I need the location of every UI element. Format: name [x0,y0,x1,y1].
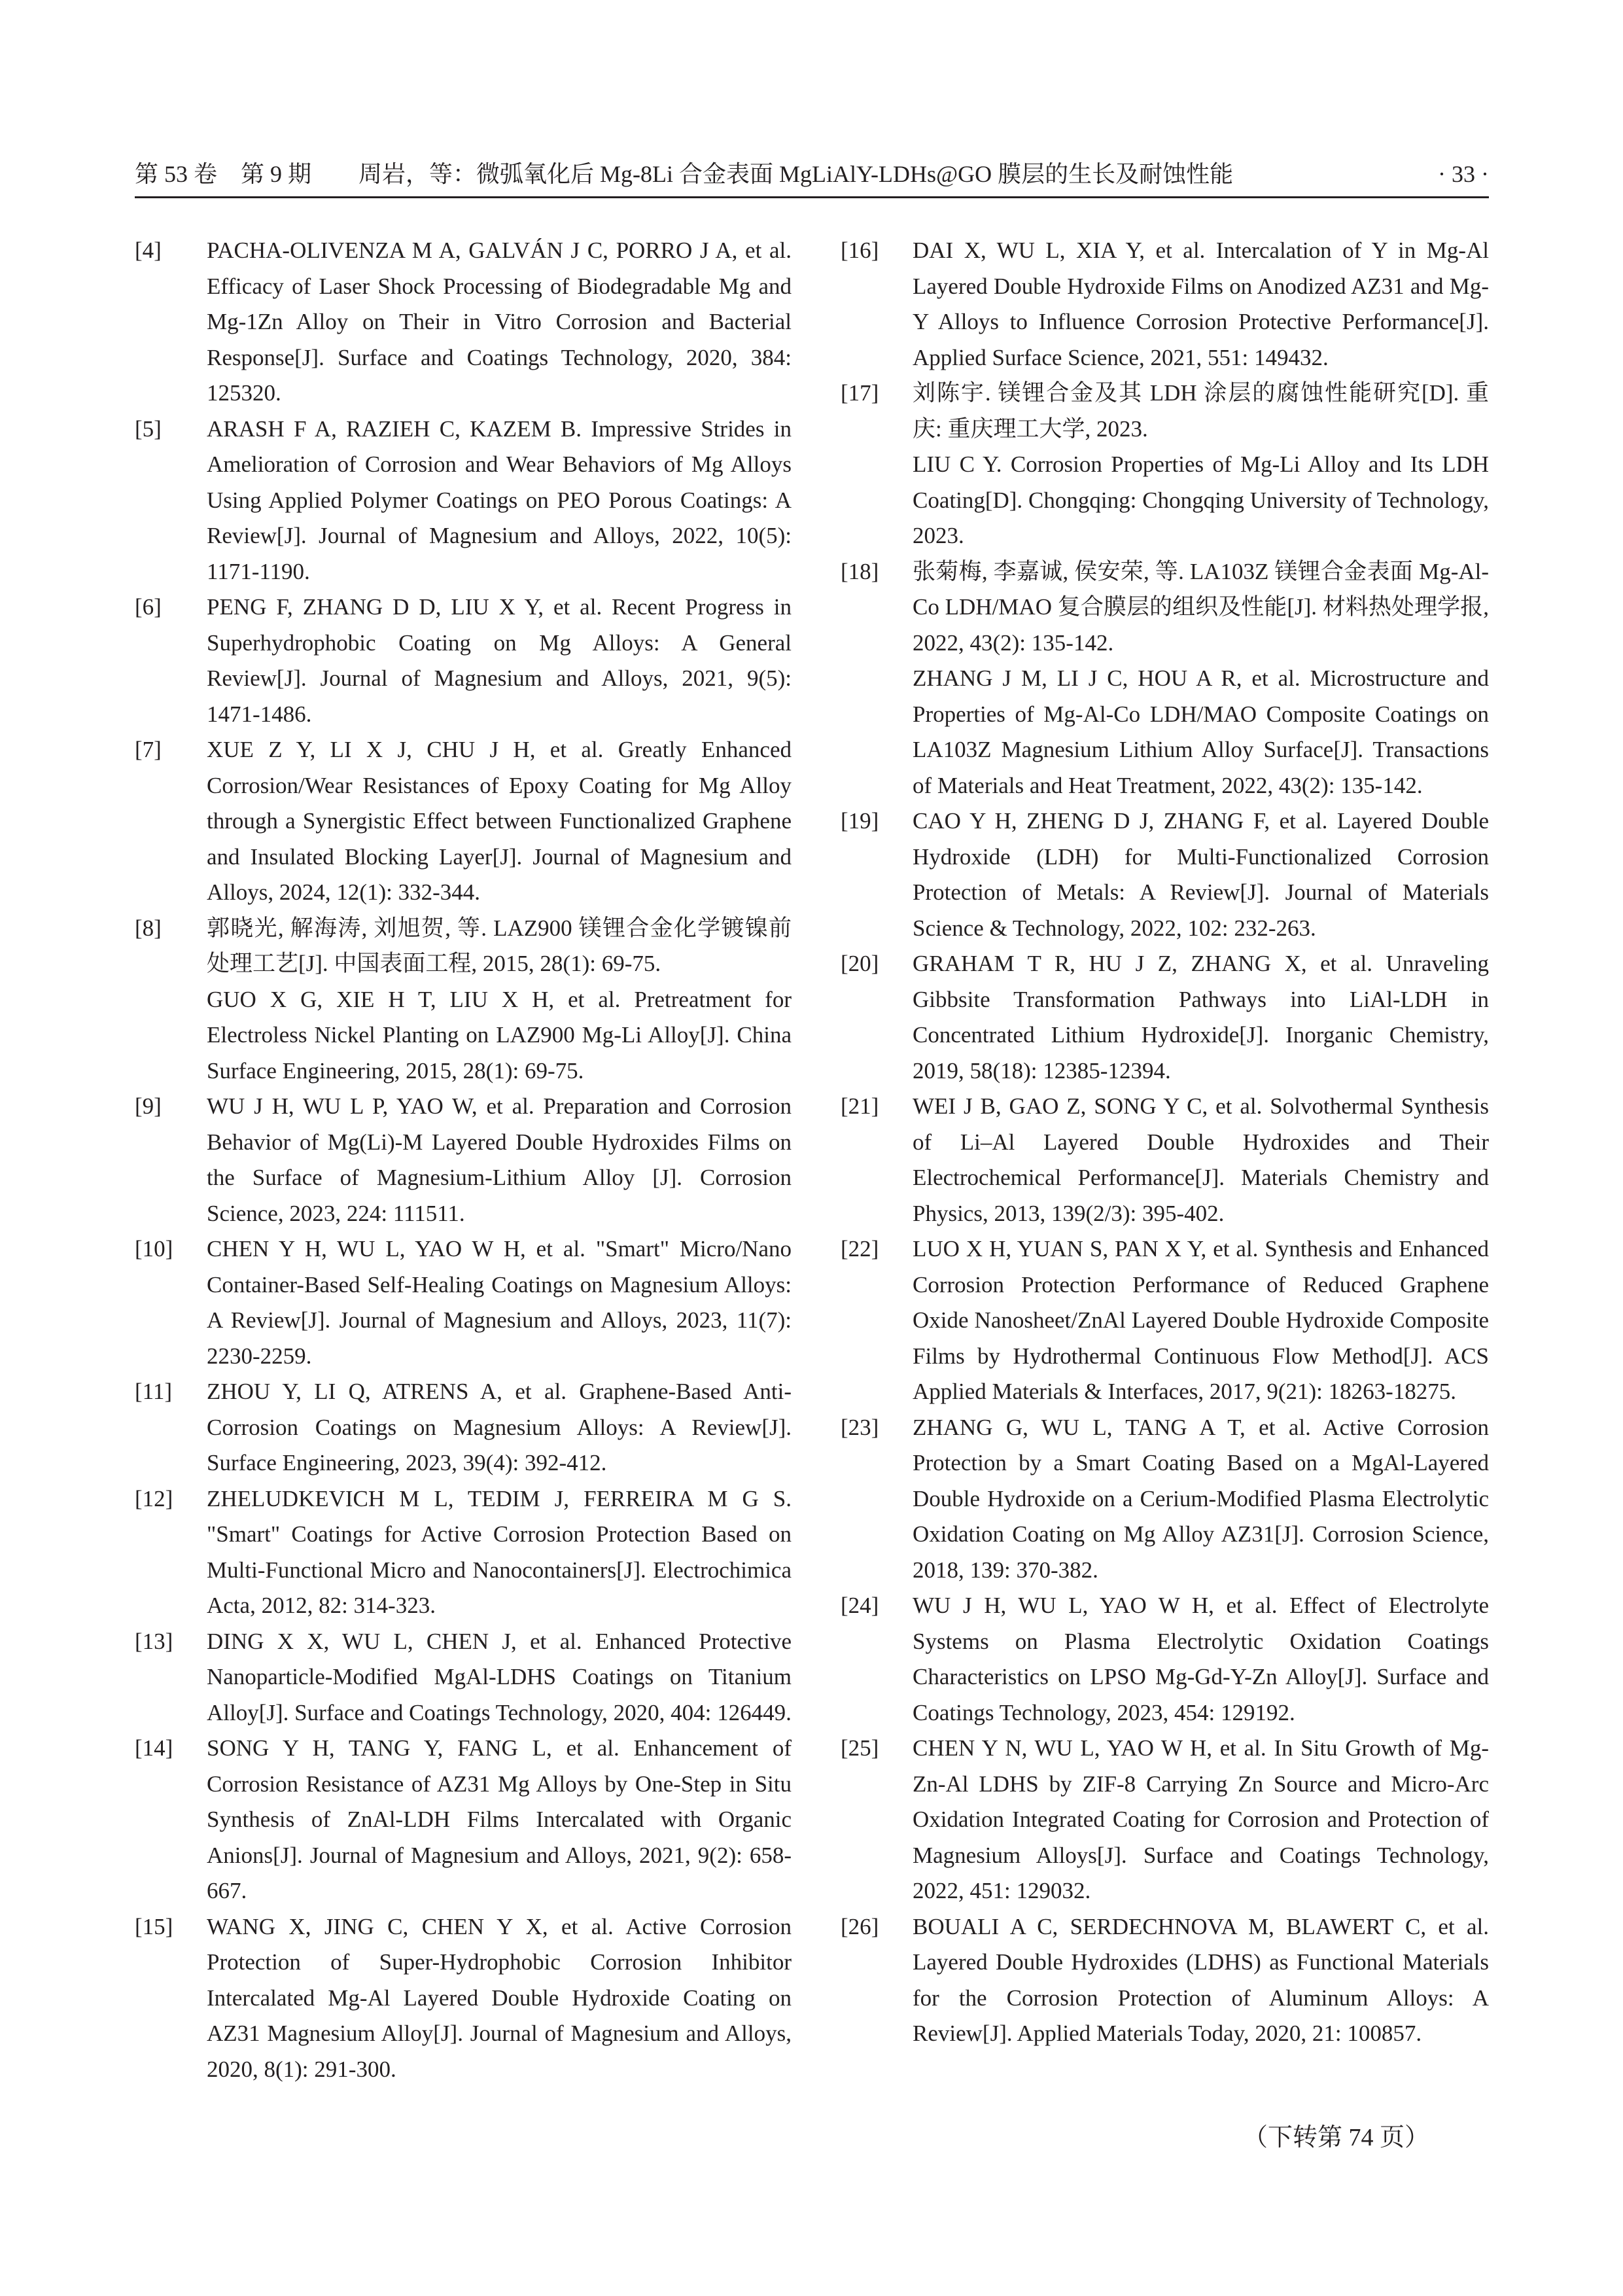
reference-number: [9] [135,1093,162,1119]
reference-text: ZHANG J M, LI J C, HOU A R, et al. Microstructure and Properties of Mg-Al-Co LDH/MAO Composite Coatings on LA103Z Magnesium Lithium Alloy Surface[J]. Transactions of Materials and Heat Treatment, 2022, 43(2): 135-142. [913,665,1489,798]
reference-number: [13] [135,1628,173,1654]
reference-column-right [841,233,1489,2052]
reference-entry [841,1588,1489,1731]
reference-number: [21] [841,1093,879,1119]
reference-entry [135,233,792,412]
reference-number: [15] [135,1913,173,1939]
reference-text: CHEN Y H, WU L, YAO W H, et al. "Smart" Micro/Nano Container-Based Self-Healing Coatings on Magnesium Alloys: A Review[J]. Journal of Magnesium and Alloys, 2023, 11(7): 2230-2259. [207,1236,792,1369]
reference-body [913,1410,1489,1589]
reference-entry [841,946,1489,1089]
reference-body [207,1089,792,1231]
continued-note: （下转第 74 页） [1243,2124,1430,2151]
reference-number: [5] [135,415,162,442]
reference-number: [6] [135,594,162,620]
reference-entry [135,732,792,911]
reference-number: [7] [135,737,162,762]
reference-text: WU J H, WU L P, YAO W, et al. Preparation and Corrosion Behavior of Mg(Li)-M Layered Double Hydroxides Films on the Surface of Magnesium-Lithium Alloy [J]. Corrosion Science, 2023, 224: 111511. [207,1093,792,1226]
reference-entry [841,554,1489,804]
reference-entry [841,804,1489,946]
reference-body [207,412,792,590]
reference-body [913,1231,1489,1410]
reference-entry [135,590,792,732]
reference-body [913,376,1489,554]
reference-entry [841,376,1489,554]
reference-text: DAI X, WU L, XIA Y, et al. Intercalation of Y in Mg-Al Layered Double Hydroxide Films on Anodized AZ31 and Mg-Y Alloys to Influence Corrosion Protective Performance[J]. Applied Surface Science, 2021, 551: 149432. [913,238,1489,370]
reference-entry [135,1231,792,1374]
reference-number: [19] [841,808,879,834]
reference-number: [4] [135,238,162,263]
reference-text: ZHOU Y, LI Q, ATRENS A, et al. Graphene-Based Anti-Corrosion Coatings on Magnesium Alloys: A Review[J]. Surface Engineering, 2023, 39(4): 392-412. [207,1379,792,1475]
reference-text: DING X X, WU L, CHEN J, et al. Enhanced Protective Nanoparticle-Modified MgAl-LDHS Coatings on Titanium Alloy[J]. Surface and Coatings Technology, 2020, 404: 126449. [207,1628,792,1725]
reference-body [913,946,1489,1089]
reference-number: [11] [135,1379,173,1404]
reference-text: XUE Z Y, LI X J, CHU J H, et al. Greatly Enhanced Corrosion/Wear Resistances of Epoxy Coating for Mg Alloy through a Synergistic Effect between Functionalized Graphene and Insulated Blocking Layer[J]. Journal of Magnesium and Alloys, 2024, 12(1): 332-344. [207,737,792,905]
reference-body [207,911,792,1089]
reference-body [913,1588,1489,1731]
reference-body [913,1089,1489,1231]
reference-entry [841,1089,1489,1231]
reference-entry [135,1909,792,2088]
reference-body [207,1374,792,1481]
reference-entry [841,1231,1489,1410]
reference-text: BOUALI A C, SERDECHNOVA M, BLAWERT C, et al. Layered Double Hydroxides (LDHS) as Functional Materials for the Corrosion Protection of Aluminum Alloys: A Review[J]. Applied Materials Today, 2020, 21: 100857. [913,1913,1489,2046]
reference-text: CAO Y H, ZHENG D J, ZHANG F, et al. Layered Double Hydroxide (LDH) for Multi-Functionalized Corrosion Protection of Metals: A Review[J]. Journal of Materials Science & Technology, 2022, 102: 232-263. [913,808,1489,941]
reference-body [913,1909,1489,2052]
reference-entry [135,1624,792,1731]
reference-number: [10] [135,1236,173,1262]
reference-text: LIU C Y. Corrosion Properties of Mg-Li Alloy and Its LDH Coating[D]. Chongqing: Chongqing University of Technology, 2023. [913,451,1489,548]
reference-body [207,1909,792,2088]
running-header [135,157,1489,191]
reference-body [207,1481,792,1624]
reference-text: PACHA-OLIVENZA M A, GALVÁN J C, PORRO J A, et al. Efficacy of Laser Shock Processing of Biodegradable Mg and Mg-1Zn Alloy on Their in Vitro Corrosion and Bacterial Response[J]. Surface and Coatings Technology, 2020, 384: 125320. [207,238,792,406]
reference-body [913,554,1489,804]
reference-text: WEI J B, GAO Z, SONG Y C, et al. Solvothermal Synthesis of Li–Al Layered Double Hydroxides and Their Electrochemical Performance[J]. Materials Chemistry and Physics, 2013, 139(2/3): 395-402. [913,1093,1489,1226]
reference-text: ZHELUDKEVICH M L, TEDIM J, FERREIRA M G S. "Smart" Coatings for Active Corrosion Protection Based on Multi-Functional Micro and Nanocontainers[J]. Electrochimica Acta, 2012, 82: 314-323. [207,1485,792,1618]
reference-body [913,1731,1489,1909]
reference-entry [841,1410,1489,1589]
reference-number: [14] [135,1735,173,1761]
reference-number: [23] [841,1414,879,1440]
reference-number: [16] [841,238,879,263]
reference-text: 张菊梅, 李嘉诚, 侯安荣, 等. LA103Z 镁锂合金表面 Mg-Al-Co LDH/MAO 复合膜层的组织及性能[J]. 材料热处理学报, 2022, 43(2): 135-142. [913,558,1489,656]
reference-text: PENG F, ZHANG D D, LIU X Y, et al. Recent Progress in Superhydrophobic Coating on Mg Alloys: A General Review[J]. Journal of Magnesium and Alloys, 2021, 9(5): 1471-1486. [207,594,792,727]
reference-body [207,1231,792,1374]
reference-body [207,1731,792,1909]
header-rule [135,196,1489,198]
reference-entry [135,412,792,590]
reference-entry [135,1481,792,1624]
reference-entry [135,911,792,1089]
reference-number: [12] [135,1485,173,1511]
reference-text: ARASH F A, RAZIEH C, KAZEM B. Impressive Strides in Amelioration of Corrosion and Wear Behaviors of Mg Alloys Using Applied Polymer Coatings on PEO Porous Coatings: A Review[J]. Journal of Magnesium and Alloys, 2022, 10(5): 1171-1190. [207,415,792,584]
reference-entry [841,1731,1489,1909]
reference-text: 刘陈宇. 镁锂合金及其 LDH 涂层的腐蚀性能研究[D]. 重庆: 重庆理工大学, 2023. [913,380,1489,442]
reference-entry [135,1731,792,1909]
reference-text: CHEN Y N, WU L, YAO W H, et al. In Situ Growth of Mg-Zn-Al LDHS by ZIF-8 Carrying Zn Source and Micro-Arc Oxidation Integrated Coating for Corrosion and Protection of Magnesium Alloys[J]. Surface and Coatings Technology, 2022, 451: 129032. [913,1735,1489,1903]
reference-text: WANG X, JING C, CHEN Y X, et al. Active Corrosion Protection of Super-Hydrophobic Corrosion Inhibitor Intercalated Mg-Al Layered Double Hydroxide Coating on AZ31 Magnesium Alloy[J]. Journal of Magnesium and Alloys, 2020, 8(1): 291-300. [207,1913,792,2082]
page-number: · 33 · [1438,161,1489,187]
reference-text: GUO X G, XIE H T, LIU X H, et al. Pretreatment for Electroless Nickel Planting on LAZ900 Mg-Li Alloy[J]. China Surface Engineering, 2015, 28(1): 69-75. [207,986,792,1084]
reference-text: GRAHAM T R, HU J Z, ZHANG X, et al. Unraveling Gibbsite Transformation Pathways into LiAl-LDH in Concentrated Lithium Hydroxide[J]. Inorganic Chemistry, 2019, 58(18): 12385-12394. [913,951,1489,1084]
reference-text: LUO X H, YUAN S, PAN X Y, et al. Synthesis and Enhanced Corrosion Protection Performance of Reduced Graphene Oxide Nanosheet/ZnAl Layered Double Hydroxide Composite Films by Hydrothermal Continuous Flow Method[J]. ACS Applied Materials & Interfaces, 2017, 9(21): 18263-18275. [913,1236,1489,1404]
reference-text: SONG Y H, TANG Y, FANG L, et al. Enhancement of Corrosion Resistance of AZ31 Mg Alloys by One-Step in Situ Synthesis of ZnAl-LDH Films Intercalated with Organic Anions[J]. Journal of Magnesium and Alloys, 2021, 9(2): 658-667. [207,1735,792,1903]
reference-text: 郭晓光, 解海涛, 刘旭贺, 等. LAZ900 镁锂合金化学镀镍前处理工艺[J]. 中国表面工程, 2015, 28(1): 69-75. [207,915,792,976]
reference-text: WU J H, WU L, YAO W H, et al. Effect of Electrolyte Systems on Plasma Electrolytic Oxidation Coatings Characteristics on LPSO Mg-Gd-Y-Zn Alloy[J]. Surface and Coatings Technology, 2023, 454: 129192. [913,1593,1489,1725]
reference-number: [26] [841,1913,879,1939]
reference-number: [18] [841,558,879,584]
reference-entry [841,1909,1489,2052]
reference-number: [22] [841,1236,879,1262]
reference-body [913,804,1489,946]
reference-body [207,233,792,412]
reference-number: [25] [841,1735,879,1761]
reference-number: [17] [841,380,879,406]
reference-entry [841,233,1489,376]
journal-issue-and-article-title: 第 53 卷 第 9 期 周岩，等：微弧氧化后 Mg-8Li 合金表面 MgLiAlY-LDHs@GO 膜层的生长及耐蚀性能 [135,161,1234,187]
reference-entry [135,1374,792,1481]
reference-body [207,1624,792,1731]
reference-body [207,732,792,911]
reference-body [913,233,1489,376]
reference-entry [135,1089,792,1231]
reference-body [207,590,792,732]
reference-number: [8] [135,915,162,941]
reference-text: ZHANG G, WU L, TANG A T, et al. Active Corrosion Protection by a Smart Coating Based on a MgAl-Layered Double Hydroxide on a Cerium-Modified Plasma Electrolytic Oxidation Coating on Mg Alloy AZ31[J]. Corrosion Science, 2018, 139: 370-382. [913,1414,1489,1583]
reference-number: [20] [841,951,879,976]
reference-number: [24] [841,1593,879,1618]
reference-column-left [135,233,792,2087]
